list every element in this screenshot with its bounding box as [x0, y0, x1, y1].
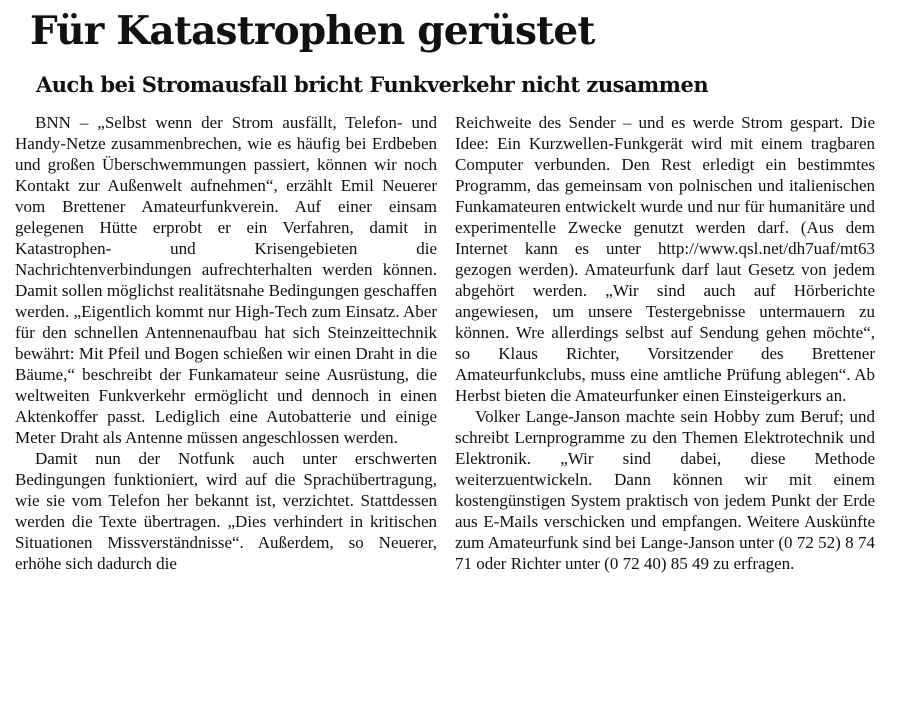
subheadline: Auch bei Stromausfall bricht Funkverkehr nicht zusammen: [36, 72, 709, 97]
article-column-right: [455, 112, 875, 574]
article-paragraph: Damit nun der Notfunk auch unter erschwerten Bedingungen funktioniert, wird auf die Sprachübertragung, wie sie vom Telefon her bekannt ist, verzichtet. Stattdessen werden die Texte übertragen. „Dies verhindert in kritischen Situationen Missverständnisse“. Außerdem, so Neuerer, erhöhe sich dadurch die: [15, 449, 437, 573]
article-paragraph: Reichweite des Sender – und es werde Strom gespart. Die Idee: Ein Kurzwellen-Funkgerät wird mit einem tragbaren Computer verbunden. Den Rest erledigt ein bestimmtes Programm, das gemeinsam von polnischen und italienischen Funkamateuren entwickelt wurde und nur für humanitäre und experimentelle Zwecke genutzt werden darf. (Aus dem Internet kann es unter http://www.qsl.net/dh7uaf/mt63 gezogen werden). Amateurfunk darf laut Gesetz von jedem abgehört werden. „Wir sind auch auf Hörberichte angewiesen, um unsere Testergebnisse untermauern zu können. Wre allerdings selbst auf Sendung gehen möchte“, so Klaus Richter, Vorsitzender des Brettener Amateurfunkclubs, muss eine amtliche Prüfung ablegen“. Ab Herbst bieten die Amateurfunker einen Einsteigerkurs an.: [455, 113, 875, 405]
article-paragraph: Volker Lange-Janson machte sein Hobby zum Beruf; und schreibt Lernprogramme zu den Themen Elektrotechnik und Elektronik. „Wir sind dabei, diese Methode weiterzuentwickeln. Dann können wir mit einem kostengünstigen System praktisch von jedem Punkt der Erde aus E-Mails verschicken und empfangen. Weitere Auskünfte zum Amateurfunk sind bei Lange-Janson unter (0 72 52) 8 74 71 oder Richter unter (0 72 40) 85 49 zu erfragen.: [455, 407, 875, 573]
article-column-left: [15, 112, 437, 574]
article-paragraph: BNN – „Selbst wenn der Strom ausfällt, Telefon- und Handy-Netze zusammenbrechen, wie es häufig bei Erdbeben und großen Überschwemmungen passiert, können wir noch Kontakt zur Außenwelt aufnehmen“, erzählt Emil Neuerer vom Brettener Amateurfunkverein. Auf einer einsam gelegenen Hütte erprobt er ein Verfahren, damit in Katastrophen- und Krisengebieten die Nachrichtenverbindungen aufrechterhalten werden können. Damit sollen möglichst realitätsnahe Bedingungen geschaffen werden. „Eigentlich kommt nur High-Tech zum Einsatz. Aber für den schnellen Antennenaufbau hat sich Steinzeittechnik bewährt: Mit Pfeil und Bogen schießen wir einen Draht in die Bäume,“ beschreibt der Funkamateur seine Ausrüstung, die weltweiten Funkverkehr ermöglicht und dennoch in einen Aktenkoffer passt. Lediglich eine Autobatterie und einige Meter Draht als Antenne müssen angeschlossen werden.: [15, 113, 437, 447]
headline: Für Katastrophen gerüstet: [30, 8, 595, 54]
